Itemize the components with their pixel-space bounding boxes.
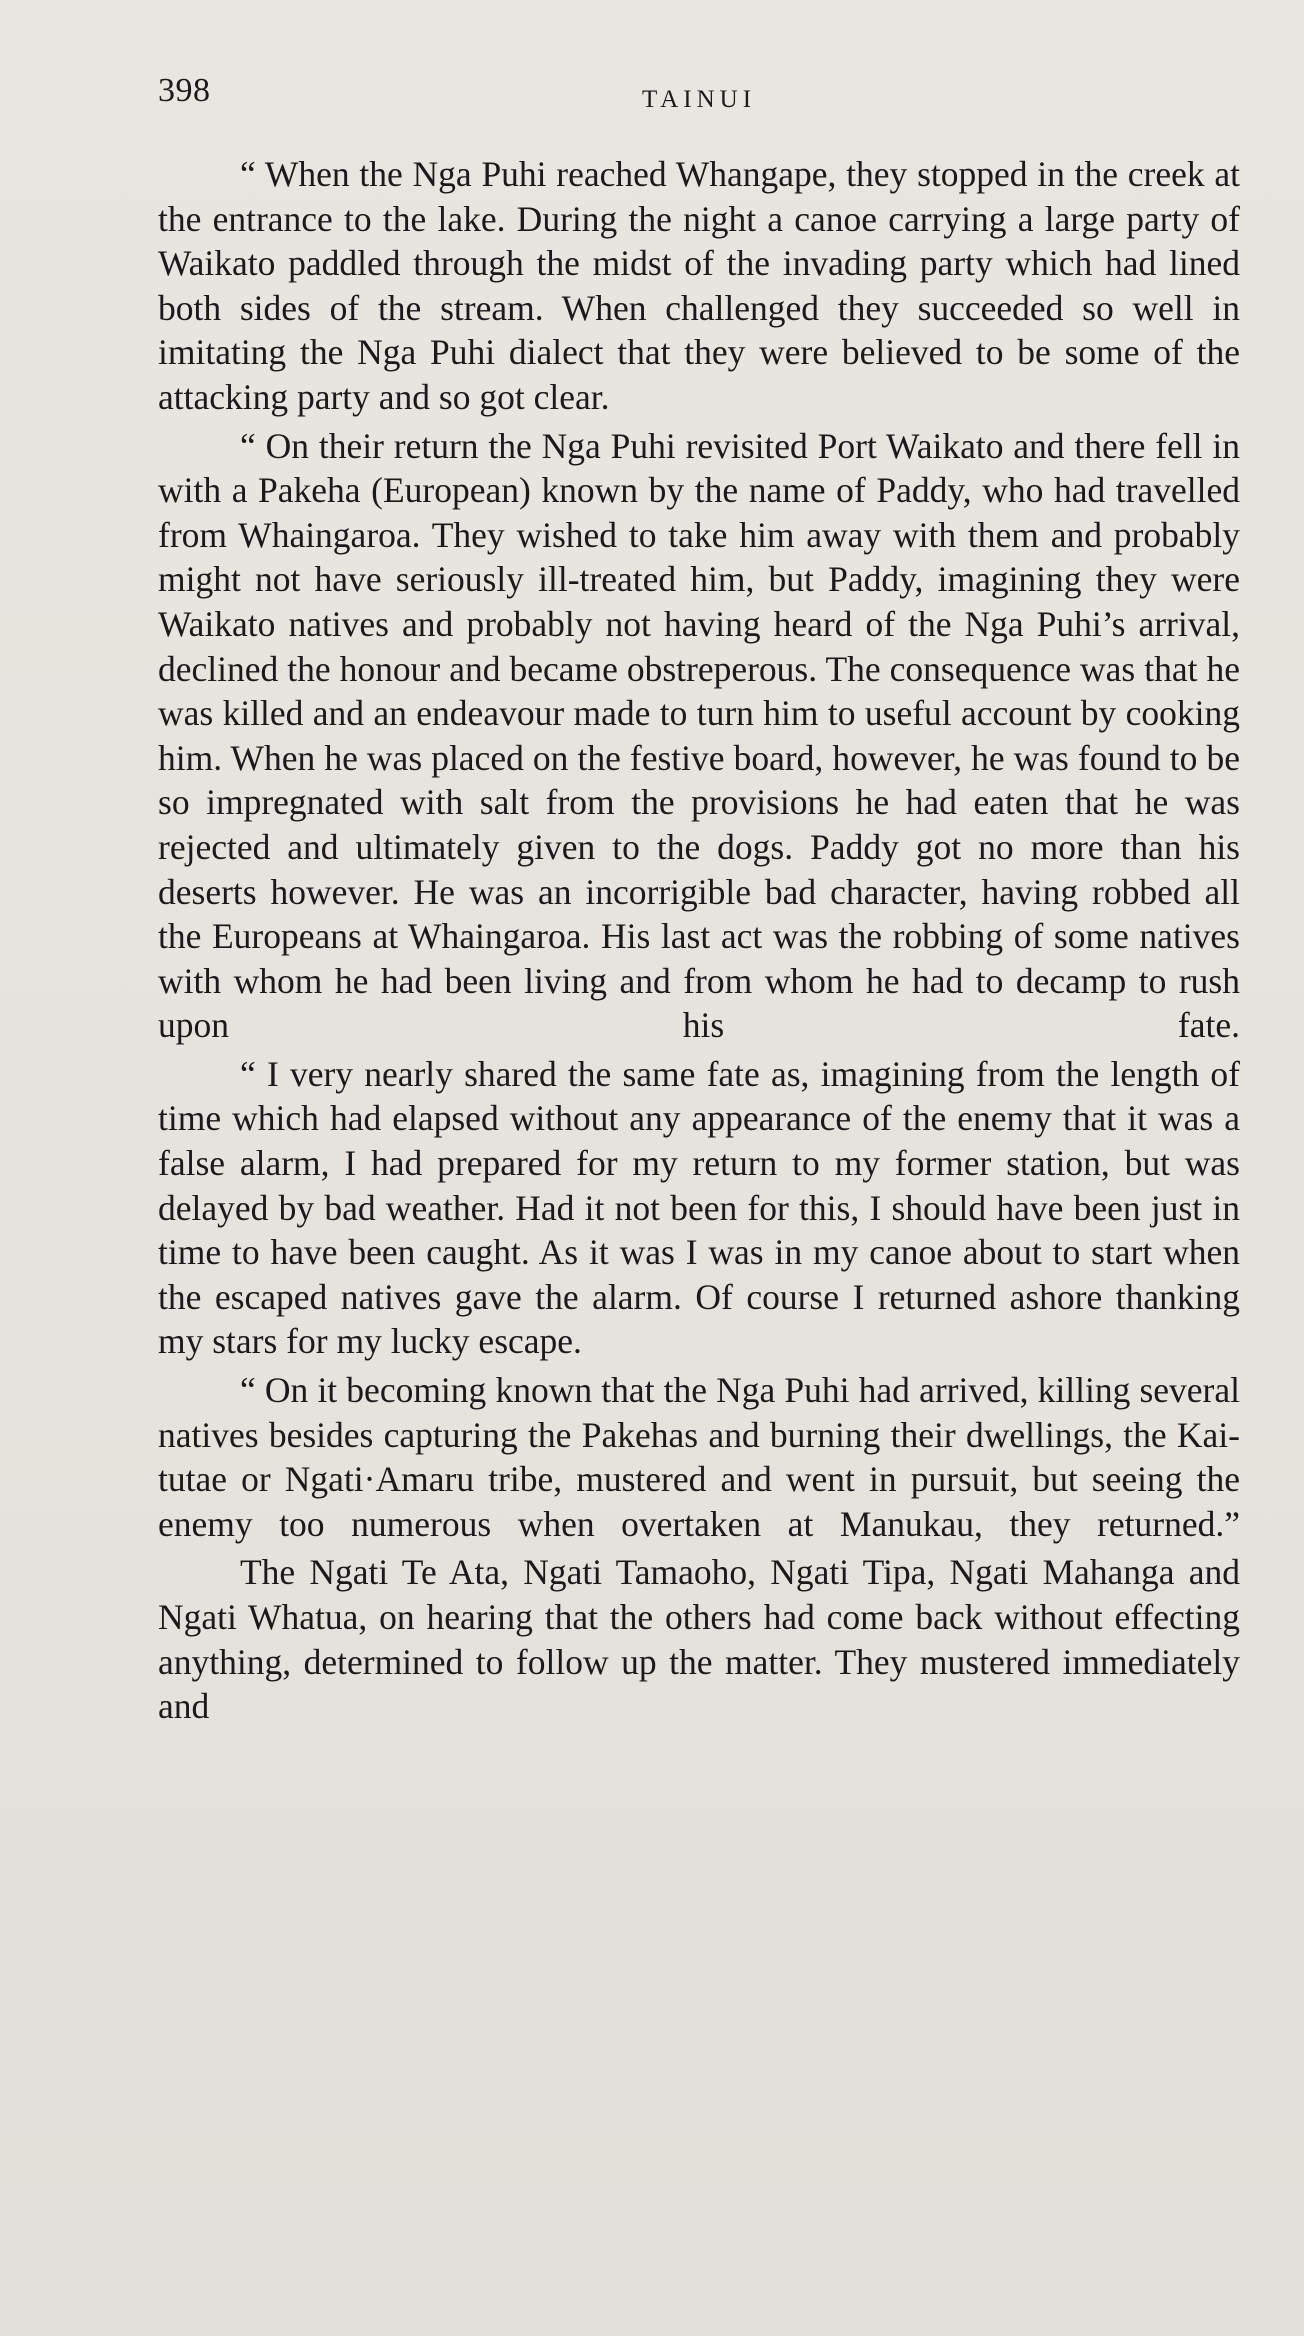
page-number: 398 <box>158 72 211 109</box>
paragraph-ngati-amaru: “ On it becoming known that the Nga Puhi had arrived, killing several natives besides capturing the Pakehas and burning their dwellings, the Kai-tutae or Ngati·Amaru tribe, mustered and went in pursuit, but seeing the enemy too numerous when overtaken at Manukau, they returned.” <box>158 1370 1240 1544</box>
paragraph-narrator-escape: “ I very nearly shared the same fate as, imagining from the length of time which had elapsed without any appearance of the enemy that it was a false alarm, I had prepared for my return to my former station, but was delayed by bad weather. Had it not been for this, I should have been just in time to have been caught. As it was I was in my canoe about to start when the escaped natives gave the alarm. Of course I returned ashore thanking my stars for my lucky escape. <box>158 1053 1240 1362</box>
body-text <box>158 152 1240 1729</box>
page-header <box>158 72 1240 122</box>
paragraph-whangape: “ When the Nga Puhi reached Whangape, they stopped in the creek at the entrance to the lake. During the night a canoe carrying a large party of Waikato paddled through the midst of the invading party which had lined both sides of the stream. When challenged they succeeded so well in imitating the Nga Puhi dialect that they were believed to be some of the attacking party and so got clear. <box>158 154 1240 417</box>
paragraph-paddy: “ On their return the Nga Puhi revisited Port Waikato and there fell in with a Pakeha (European) known by the name of Paddy, who had travelled from Whaingaroa. They wished to take him away with them and probably might not have seriously ill-treated him, but Paddy, imagining they were Waikato natives and probably not having heard of the Nga Puhi’s arrival, declined the honour and became obstreperous. The consequence was that he was killed and an endeavour made to turn him to useful account by cooking him. When he was placed on the festive board, however, he was found to be so impregnated with salt from the provisions he had eaten that he was rejected and ultimately given to the dogs. Paddy got no more than his deserts however. He was an incorrigible bad character, having robbed all the Europeans at Whaingaroa. His last act was the robbing of some natives with whom he had been living and from whom he had to decamp to rush upon his fate. <box>158 425 1240 1046</box>
paragraph-tribes-muster: The Ngati Te Ata, Ngati Tamaoho, Ngati Tipa, Ngati Mahanga and Ngati Whatua, on hearing that the others had come back without effecting anything, determined to follow up the matter. They mustered immediately and <box>158 1552 1240 1727</box>
running-title: TAINUI <box>641 86 757 113</box>
